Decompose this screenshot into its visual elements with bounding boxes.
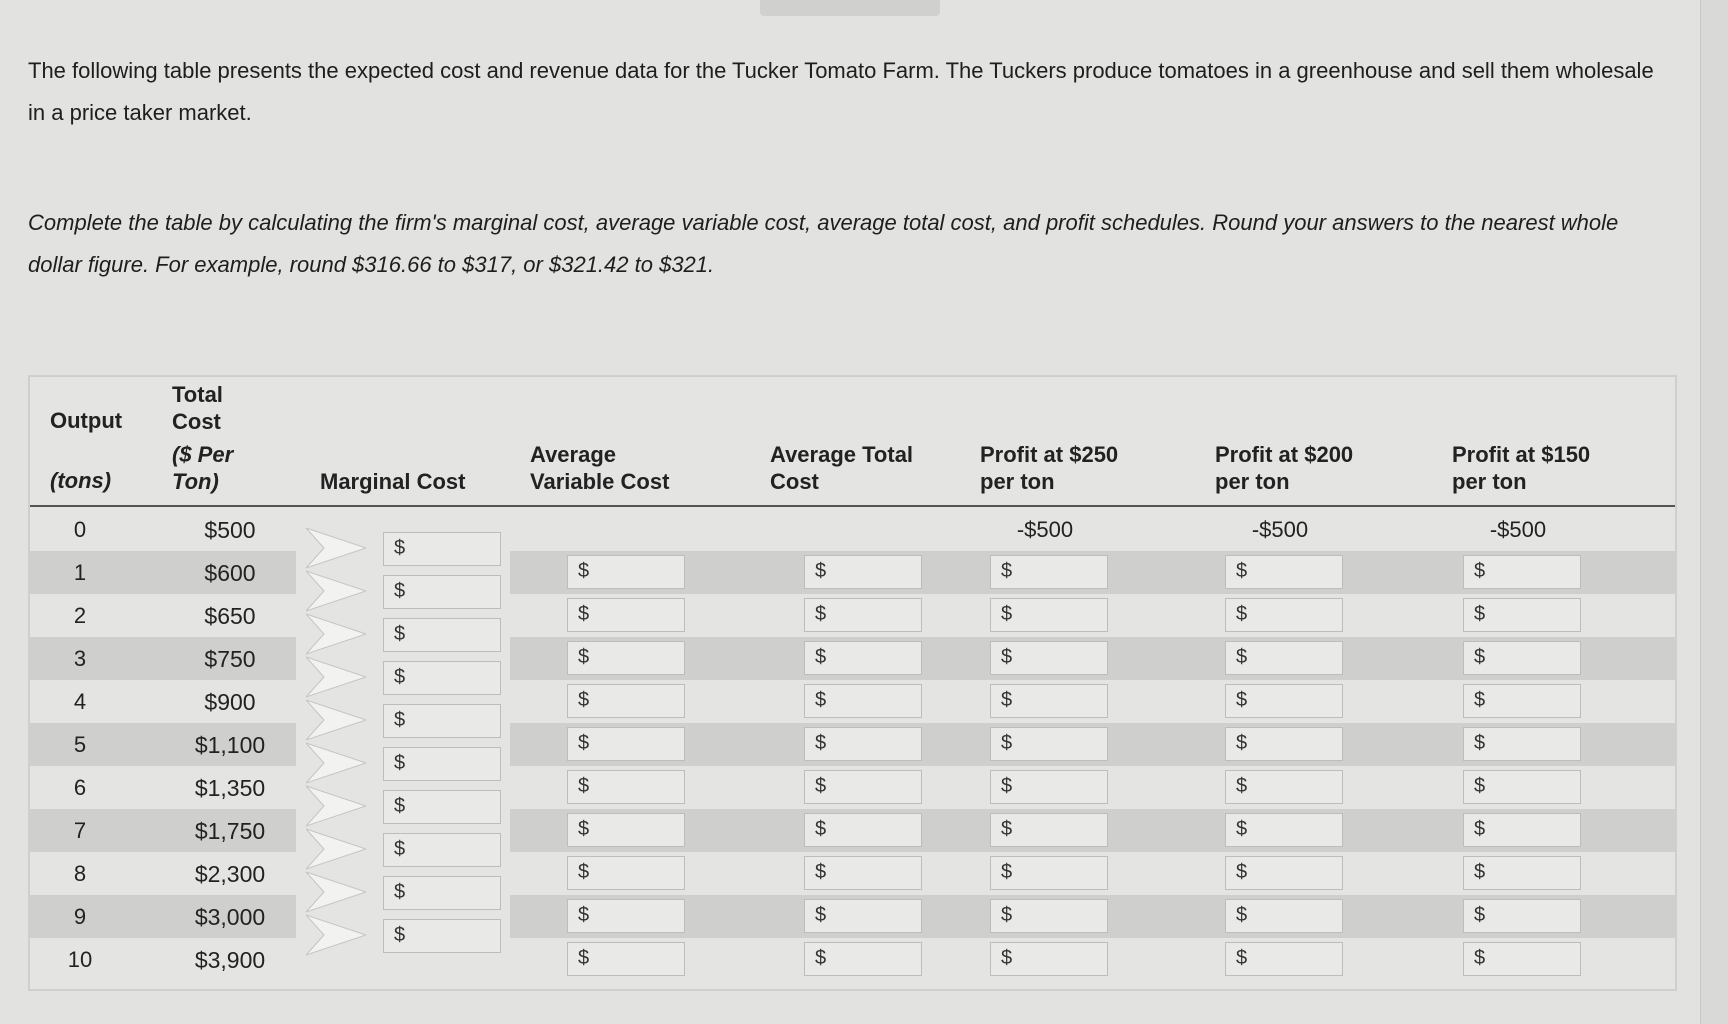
atc-input[interactable] bbox=[804, 899, 922, 933]
profit-250-input[interactable] bbox=[990, 641, 1108, 675]
profit-250-input[interactable] bbox=[990, 899, 1108, 933]
atc-input[interactable] bbox=[804, 598, 922, 632]
profit-200-input[interactable] bbox=[1225, 899, 1343, 933]
header-profit-200-1: Profit at $200 bbox=[1215, 442, 1354, 467]
dollar-prefix: $ bbox=[1236, 818, 1248, 840]
dollar-prefix: $ bbox=[394, 709, 406, 731]
header-profit-200-2: per ton bbox=[1215, 469, 1290, 494]
dollar-prefix: $ bbox=[815, 646, 827, 668]
profit-250-input[interactable] bbox=[990, 856, 1108, 890]
total-cost-cell: $650 bbox=[204, 603, 256, 629]
dollar-prefix: $ bbox=[815, 775, 827, 797]
marginal-cost-input[interactable] bbox=[383, 704, 501, 738]
profit-150-input[interactable] bbox=[1463, 684, 1581, 718]
profit-200-input[interactable] bbox=[1225, 856, 1343, 890]
header-total-cost-2: Cost bbox=[172, 409, 221, 434]
dollar-prefix: $ bbox=[1001, 646, 1013, 668]
header-avc-2: Variable Cost bbox=[530, 469, 670, 494]
profit-250-input[interactable] bbox=[990, 942, 1108, 976]
header-total-cost-1: Total bbox=[172, 382, 223, 407]
atc-input[interactable] bbox=[804, 684, 922, 718]
dollar-prefix: $ bbox=[1474, 775, 1486, 797]
output-cell: 3 bbox=[73, 646, 87, 671]
dollar-prefix: $ bbox=[394, 838, 406, 860]
profit-150-input[interactable] bbox=[1463, 813, 1581, 847]
dollar-prefix: $ bbox=[1236, 560, 1248, 582]
avc-input[interactable] bbox=[567, 555, 685, 589]
profit-250-input[interactable] bbox=[990, 598, 1108, 632]
dollar-prefix: $ bbox=[1474, 818, 1486, 840]
profit-200-input[interactable] bbox=[1225, 770, 1343, 804]
avc-input[interactable] bbox=[567, 727, 685, 761]
avc-input[interactable] bbox=[567, 942, 685, 976]
dollar-prefix: $ bbox=[1474, 689, 1486, 711]
dollar-prefix: $ bbox=[394, 580, 406, 602]
marginal-cost-input[interactable] bbox=[383, 919, 501, 953]
dollar-prefix: $ bbox=[815, 732, 827, 754]
profit-250-input[interactable] bbox=[990, 727, 1108, 761]
profit-250-input[interactable] bbox=[990, 555, 1108, 589]
chevron-right-icon bbox=[306, 870, 366, 914]
avc-input[interactable] bbox=[567, 598, 685, 632]
dollar-prefix: $ bbox=[1001, 560, 1013, 582]
marginal-cost-input[interactable] bbox=[383, 618, 501, 652]
table-row bbox=[30, 508, 1675, 551]
total-cost-cell: $750 bbox=[204, 646, 256, 672]
chevron-right-icon bbox=[306, 913, 366, 957]
avc-input[interactable] bbox=[567, 899, 685, 933]
header-total-cost-unit-1: ($ Per bbox=[172, 442, 234, 467]
chevron-right-icon bbox=[306, 827, 366, 871]
profit-p200-zero-output: -$500 bbox=[1251, 517, 1309, 542]
total-cost-cell: $3,000 bbox=[194, 904, 266, 930]
output-cell: 8 bbox=[73, 861, 87, 886]
dollar-prefix: $ bbox=[1001, 689, 1013, 711]
profit-200-input[interactable] bbox=[1225, 727, 1343, 761]
dollar-prefix: $ bbox=[578, 947, 590, 969]
dollar-prefix: $ bbox=[394, 752, 406, 774]
header-atc-2: Cost bbox=[770, 469, 819, 494]
table-row bbox=[30, 551, 1675, 594]
header-profit-250-1: Profit at $250 bbox=[980, 442, 1119, 467]
profit-150-input[interactable] bbox=[1463, 942, 1581, 976]
profit-250-input[interactable] bbox=[990, 684, 1108, 718]
dollar-prefix: $ bbox=[1474, 732, 1486, 754]
table-row bbox=[30, 594, 1675, 637]
dollar-prefix: $ bbox=[1474, 560, 1486, 582]
dollar-prefix: $ bbox=[815, 947, 827, 969]
profit-200-input[interactable] bbox=[1225, 598, 1343, 632]
output-cell: 7 bbox=[73, 818, 87, 843]
total-cost-cell: $900 bbox=[204, 689, 256, 715]
total-cost-cell: $1,750 bbox=[194, 818, 266, 844]
avc-input[interactable] bbox=[567, 770, 685, 804]
dollar-prefix: $ bbox=[1001, 603, 1013, 625]
dollar-prefix: $ bbox=[394, 666, 406, 688]
dollar-prefix: $ bbox=[394, 623, 406, 645]
chevron-right-icon bbox=[306, 698, 366, 742]
dollar-prefix: $ bbox=[815, 603, 827, 625]
chevron-right-icon bbox=[306, 655, 366, 699]
dollar-prefix: $ bbox=[578, 904, 590, 926]
output-cell: 5 bbox=[73, 732, 87, 757]
dollar-prefix: $ bbox=[1474, 861, 1486, 883]
total-cost-cell: $3,900 bbox=[194, 947, 266, 973]
dollar-prefix: $ bbox=[1001, 818, 1013, 840]
output-cell: 1 bbox=[73, 560, 87, 585]
atc-input[interactable] bbox=[804, 942, 922, 976]
marginal-cost-input[interactable] bbox=[383, 833, 501, 867]
header-marginal-cost: Marginal Cost bbox=[320, 469, 466, 494]
header-total-cost-unit-2: Ton) bbox=[172, 469, 219, 494]
profit-150-input[interactable] bbox=[1463, 598, 1581, 632]
dollar-prefix: $ bbox=[1236, 689, 1248, 711]
total-cost-cell: $1,350 bbox=[194, 775, 266, 801]
dollar-prefix: $ bbox=[578, 560, 590, 582]
dollar-prefix: $ bbox=[1236, 775, 1248, 797]
profit-150-input[interactable] bbox=[1463, 856, 1581, 890]
dollar-prefix: $ bbox=[394, 537, 406, 559]
profit-150-input[interactable] bbox=[1463, 770, 1581, 804]
dollar-prefix: $ bbox=[1236, 947, 1248, 969]
atc-input[interactable] bbox=[804, 641, 922, 675]
header-avc-1: Average bbox=[530, 442, 617, 467]
dollar-prefix: $ bbox=[815, 560, 827, 582]
table-header bbox=[30, 377, 1675, 507]
dollar-prefix: $ bbox=[1001, 861, 1013, 883]
marginal-cost-input[interactable] bbox=[383, 575, 501, 609]
avc-input[interactable] bbox=[567, 641, 685, 675]
chevron-right-icon bbox=[306, 612, 366, 656]
dollar-prefix: $ bbox=[578, 861, 590, 883]
dollar-prefix: $ bbox=[1001, 775, 1013, 797]
table-row bbox=[30, 938, 1675, 981]
atc-input[interactable] bbox=[804, 770, 922, 804]
marginal-cost-input[interactable] bbox=[383, 747, 501, 781]
dollar-prefix: $ bbox=[1001, 947, 1013, 969]
table-row bbox=[30, 766, 1675, 809]
header-profit-250-2: per ton bbox=[980, 469, 1055, 494]
dollar-prefix: $ bbox=[1236, 603, 1248, 625]
instructions-text: Complete the table by calculating the firm's marginal cost, average variable cost, average total cost, and profit schedules. Round your answers to the nearest whole dollar figure. For example, round $316.66 to $317, or $321.42 to $321. bbox=[28, 210, 1619, 277]
atc-input[interactable] bbox=[804, 555, 922, 589]
table-row bbox=[30, 809, 1675, 852]
dollar-prefix: $ bbox=[1474, 603, 1486, 625]
avc-input[interactable] bbox=[567, 813, 685, 847]
profit-200-input[interactable] bbox=[1225, 942, 1343, 976]
dollar-prefix: $ bbox=[815, 689, 827, 711]
profit-200-input[interactable] bbox=[1225, 813, 1343, 847]
dollar-prefix: $ bbox=[1236, 646, 1248, 668]
chevron-right-icon bbox=[306, 741, 366, 785]
profit-250-input[interactable] bbox=[990, 770, 1108, 804]
dollar-prefix: $ bbox=[1474, 904, 1486, 926]
dollar-prefix: $ bbox=[394, 795, 406, 817]
dollar-prefix: $ bbox=[1236, 732, 1248, 754]
profit-200-input[interactable] bbox=[1225, 684, 1343, 718]
header-output-unit: (tons) bbox=[50, 468, 112, 493]
dollar-prefix: $ bbox=[1236, 861, 1248, 883]
marginal-cost-input[interactable] bbox=[383, 876, 501, 910]
output-cell: 4 bbox=[73, 689, 87, 714]
profit-200-input[interactable] bbox=[1225, 641, 1343, 675]
dollar-prefix: $ bbox=[578, 689, 590, 711]
dollar-prefix: $ bbox=[1236, 904, 1248, 926]
dollar-prefix: $ bbox=[815, 818, 827, 840]
total-cost-cell: $600 bbox=[204, 560, 256, 586]
intro-text: The following table presents the expected cost and revenue data for the Tucker Tomato Farm. The Tuckers produce tomatoes in a greenhouse and sell them wholesale in a price taker market. bbox=[28, 58, 1654, 125]
marginal-cost-input[interactable] bbox=[383, 790, 501, 824]
dollar-prefix: $ bbox=[1001, 904, 1013, 926]
total-cost-cell: $500 bbox=[204, 517, 256, 543]
atc-input[interactable] bbox=[804, 856, 922, 890]
output-cell: 6 bbox=[73, 775, 87, 800]
atc-input[interactable] bbox=[804, 727, 922, 761]
marginal-cost-input[interactable] bbox=[383, 661, 501, 695]
atc-input[interactable] bbox=[804, 813, 922, 847]
header-profit-150-1: Profit at $150 bbox=[1452, 442, 1591, 467]
profit-p150-zero-output: -$500 bbox=[1489, 517, 1547, 542]
output-cell: 10 bbox=[67, 947, 93, 972]
output-cell: 9 bbox=[73, 904, 87, 929]
dollar-prefix: $ bbox=[1001, 732, 1013, 754]
profit-150-input[interactable] bbox=[1463, 641, 1581, 675]
dollar-prefix: $ bbox=[578, 646, 590, 668]
dollar-prefix: $ bbox=[815, 861, 827, 883]
marginal-cost-input[interactable] bbox=[383, 532, 501, 566]
chevron-right-icon bbox=[306, 526, 366, 570]
dollar-prefix: $ bbox=[394, 881, 406, 903]
header-output: Output bbox=[50, 408, 123, 433]
header-atc-1: Average Total bbox=[770, 442, 914, 467]
dollar-prefix: $ bbox=[578, 775, 590, 797]
output-cell: 2 bbox=[73, 603, 87, 628]
table-row bbox=[30, 680, 1675, 723]
chevron-right-icon bbox=[306, 784, 366, 828]
profit-150-input[interactable] bbox=[1463, 899, 1581, 933]
table-row bbox=[30, 895, 1675, 938]
top-tab bbox=[760, 0, 940, 16]
table-row bbox=[30, 852, 1675, 895]
chevron-right-icon bbox=[306, 569, 366, 613]
total-cost-cell: $2,300 bbox=[194, 861, 266, 887]
profit-150-input[interactable] bbox=[1463, 555, 1581, 589]
profit-250-input[interactable] bbox=[990, 813, 1108, 847]
total-cost-cell: $1,100 bbox=[194, 732, 266, 758]
avc-input[interactable] bbox=[567, 856, 685, 890]
avc-input[interactable] bbox=[567, 684, 685, 718]
profit-p250-zero-output: -$500 bbox=[1016, 517, 1074, 542]
dollar-prefix: $ bbox=[578, 603, 590, 625]
table-row bbox=[30, 723, 1675, 766]
profit-150-input[interactable] bbox=[1463, 727, 1581, 761]
dollar-prefix: $ bbox=[1474, 947, 1486, 969]
profit-200-input[interactable] bbox=[1225, 555, 1343, 589]
header-profit-150-2: per ton bbox=[1452, 469, 1527, 494]
dollar-prefix: $ bbox=[578, 818, 590, 840]
output-cell: 0 bbox=[73, 517, 87, 542]
cost-table bbox=[28, 375, 1677, 991]
dollar-prefix: $ bbox=[394, 924, 406, 946]
dollar-prefix: $ bbox=[815, 904, 827, 926]
dollar-prefix: $ bbox=[578, 732, 590, 754]
table-row bbox=[30, 637, 1675, 680]
dollar-prefix: $ bbox=[1474, 646, 1486, 668]
